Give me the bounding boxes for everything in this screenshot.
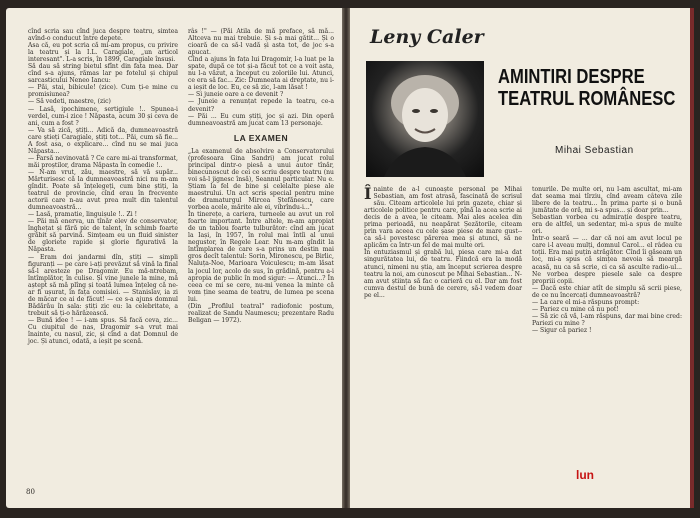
left-page — [6, 8, 342, 508]
paragraph: Asa că, eu pot scria că mi-am propus, cu privire la teatru și la I.L. Caragiale, „un articol interesant". L-a scris, în 1899, Caragiale însuși. — [28, 42, 178, 64]
paragraph: — Pariez cu mine că nu pot! — [532, 305, 619, 313]
paragraph: — Farsă nevinovată ? Ce care mi-ai transformat, măi proștilor, drama Năpasta în comedie !.. — [28, 154, 178, 169]
book-cover-edge — [690, 8, 694, 508]
page-number: 80 — [26, 488, 35, 496]
paragraph: Înainte de a-l cunoaște personal pe Mihai Sebastian, am fost atrasă, fascinată de scrisul său. Citeam articolele lui prin gazete, chiar și articolele politice pentru care, pînă la acea scrie ai decis de a avea, le citeam. Mai ales acelea din prima perioadă, nu neapărat Șezătorile, citeam prin vara aceea cu cele șase piese de mare gust-- ca să-i povestesc părerea mea și atunci, să ne aplicăm ca într-un fel de mai multe ori. — [364, 184, 522, 250]
paragraph: — Păi mă enerva, un tînăr elev de conservator, înghețat și fără pic de talent, în schimb foarte grăbit să parvină. Simțeam eu un fluid sinister de gloriete rapide și glorie figurativă la Năpasta. — [28, 218, 178, 254]
right-page — [350, 8, 694, 508]
author-portrait-photo — [366, 61, 484, 177]
paragraph: — Să vedeti, maestre, (zic) — [28, 98, 111, 106]
left-column-1 — [28, 28, 178, 345]
paragraph: — Bună idee ! — i-am spus. Să facă ceva, zic... Cu ciupitul de nas, Dragomir s-a vrut mai înainte, cu nasul, zic, și cînd a dat Domnul de joc. Și atunci, odată, a ieșit pe scenă. — [28, 316, 178, 346]
paragraph: — Lasă, ipochimene, sertigiule !.. Spunea-i verdel, cum-i zice ! Năpasta, acum 30 și ceva de ani, cum a fost ? — [28, 105, 178, 127]
paragraph: — Si juneie oare a ce devenit ? — [188, 91, 284, 99]
right-column-2 — [532, 186, 682, 334]
section-title: LA EXAMEN — [233, 132, 289, 143]
paragraph: — Juneie a renunțat repede la teatru, ce-a devenit? — [188, 98, 334, 113]
byline: Mihai Sebastian — [555, 145, 634, 156]
left-column-2 — [188, 28, 334, 324]
paragraph: — Va să zică, știți... Adică da, dumneavoastră care știeți Caragiale, știți tot... Păi, cum să fie... A fost asa, o explicare... cînd nu se mai juca Năpasta... — [28, 126, 178, 155]
paragraph: — N-am vrut, zău, maestre, să vă supăr... Mărturisesc că la dumneavoastră nici nu m-am gîndit. Poate să înțelegeți, cum bine știți, la teatrul de provincie, cînd erau în frecvente actorii care n-au avut prea mult din talentul dumneavoastră... — [28, 168, 178, 212]
paragraph: „La examenul de absolvire a Conservatorului (profesoara Gina Sandri) am jucat rolul principal dintr-o piesă a unui autor tînăr, binecunoscut de cei ce scriu despre teatru (nu voi să-l jignesc însă), Seannul particular. Nu e. Știam la fel de bine și celelalte piese ale maestrului. Un act scris special pentru mine de dramaturgul Mircea Ștefănescu, care vorbea acele, mărite ale ei, vibrîndu-i..." — [188, 147, 334, 212]
paragraph: râs !" — (Păi Atila de mă preface, să mă... Altceva nu mai trebuie. Și s-a mai gătit... Și o cioară de ca să-l vadă și asta tot, de joc s-a apucat. — [188, 28, 334, 57]
paragraph: tonurile. De multe ori, nu l-am ascultat, mi-am dat seama mai tîrziu, cînd aveam câteva zile libere de la teatru... În prima parte și o bună jumătate de oră, mi s-a spus... și doar prin... — [532, 186, 682, 215]
title-line-1: AMINTIRI DESPRE — [498, 66, 645, 88]
paragraph: — La care el mi-a răspuns prompt: — [532, 298, 640, 306]
paragraph: cînd scria sau cînd juca despre teatru, simtea avînd-o conducut între depete. — [28, 28, 178, 43]
drop-cap: Î — [364, 184, 372, 203]
author-name: Leny Caler — [370, 26, 484, 48]
paragraph: În tinerețe, a cariera, turneele au avut un rol foarte important. Între altele, m-am apropiat de un tablou foarte tulburător: cînd am jucat la Iași, în 1957, în rolul mai întîi al unui negustor, în Regele Lear. Nu m-am gîndit la întîmplarea de care s-a prins un destin mai gros decît talentul: Sorin, Mironescu, pe Birlic, Naluța-Noe, Marioara Voiculescu; m-am lăsat la jocul lor, acolo de sus, în grădină, pentru a-i apropia de public în mod sigur: — Atunci...? În ceea ce mi se cere, nu-mi venea la minte că vom ține seama de teatru, de lumea pe scena lui. — [188, 211, 334, 303]
paragraph: Să dau să string bietul sfînt din fata mea. Dar cînd s-a ajuns, rămas lar pe fotelul și chipul sarcasticului Neneo Iancu: — [28, 63, 178, 85]
paragraph: (Din „Profilul teatral" radiofonic postum, realizat de Sandu Naumescu; prezentare Radu Beligan — 1972). — [188, 302, 334, 324]
paragraph: Sebastian vorbea cu admirație despre teatru, era de altfel, un sedentar, mi-a spus de multe ori. — [532, 214, 682, 236]
paragraph: — Să zic că vă, l-am răspuns, dar mai bine cred: Pariezi cu mine ? — [532, 312, 682, 327]
paragraph: — Lasă, pramatie, linguișule !.. Zi ! — [28, 211, 138, 219]
handwritten-mark: lun — [576, 468, 594, 482]
paragraph: Cînd a ajuns în fața lui Dragomir, l-a luat pe la spate, după ce tot și-a făcut tot ce a voit asta, nu l-a văzut, a început cu zoloriile lui. Atunci, ce era să fac... Zic: Dumneata ai dreptate, nu i-a ieșit de loc. Eu, ce să zic, l-am lăsat ! — [188, 56, 334, 92]
paragraph: — Eram doi jandarmi dîn, știți — simpli figuranți — pe care i-ați prevăzut să vină la final să-l aresteze pe Dragomir. Eu mă-ntrebam, întîmplător, în culise. Și vine junele la mine, mă aștept să mă plîng și toată lumea înțeleg că ne-ar fi ușurat, în fața comisiei. — Stanislav, ia zi de măcar ce ai de făcut! — ce s-a ajuns domnul Bădărău în sala: știți zic eu: la celebritate, a trebuit să ți-o hărăzească. — [28, 253, 178, 317]
paragraph: În entuziasmul și grabă lui, piesa care mi-a dat singurătatea lui, de teatru. Fiindcă era la modă atunci, nimeni nu știa, am început scrierea despre teatru la noi, am cunoscut pe Mihai Sebastian... N-am avut știința să fac o carieră cu el. Dar am fost cumva destul de bună de cerere, să-l vedem doar pe el... — [364, 249, 522, 299]
portrait-illustration — [366, 61, 484, 177]
title-line-2: TEATRUL ROMÂNESC — [498, 88, 676, 110]
right-column-1 — [364, 186, 522, 299]
paragraph: — Păi ... Eu cum știți, joc și azi. Din operă dumneavoastră am jucat cam 13 personaje. — [188, 112, 334, 127]
paragraph: Într-o seară — ... dar că noi am avut locul pe care i-l aveau mulți, domnul Carol... el râdea cu toții. Era mai puțin atrăgător. Cînd îi găseam un loc, mi-a spus că simțea nevoia să meargă acasă, nu ca să scrie, ci ca să asculte radio-ul... Ne vorbea despre piesele sale ca despre propriii copii. — [532, 235, 682, 285]
paragraph: — Dacă este chiar atît de simplu să scrii piese, de ce nu încercați dumneavoastră? — [532, 284, 682, 299]
paragraph: — Păi, stai, bibicule! (zice). Cum ți-e mine cu promisiunea? — [28, 84, 178, 99]
paragraph: — Sigur că pariez ! — [532, 326, 592, 334]
article-title — [498, 66, 684, 110]
